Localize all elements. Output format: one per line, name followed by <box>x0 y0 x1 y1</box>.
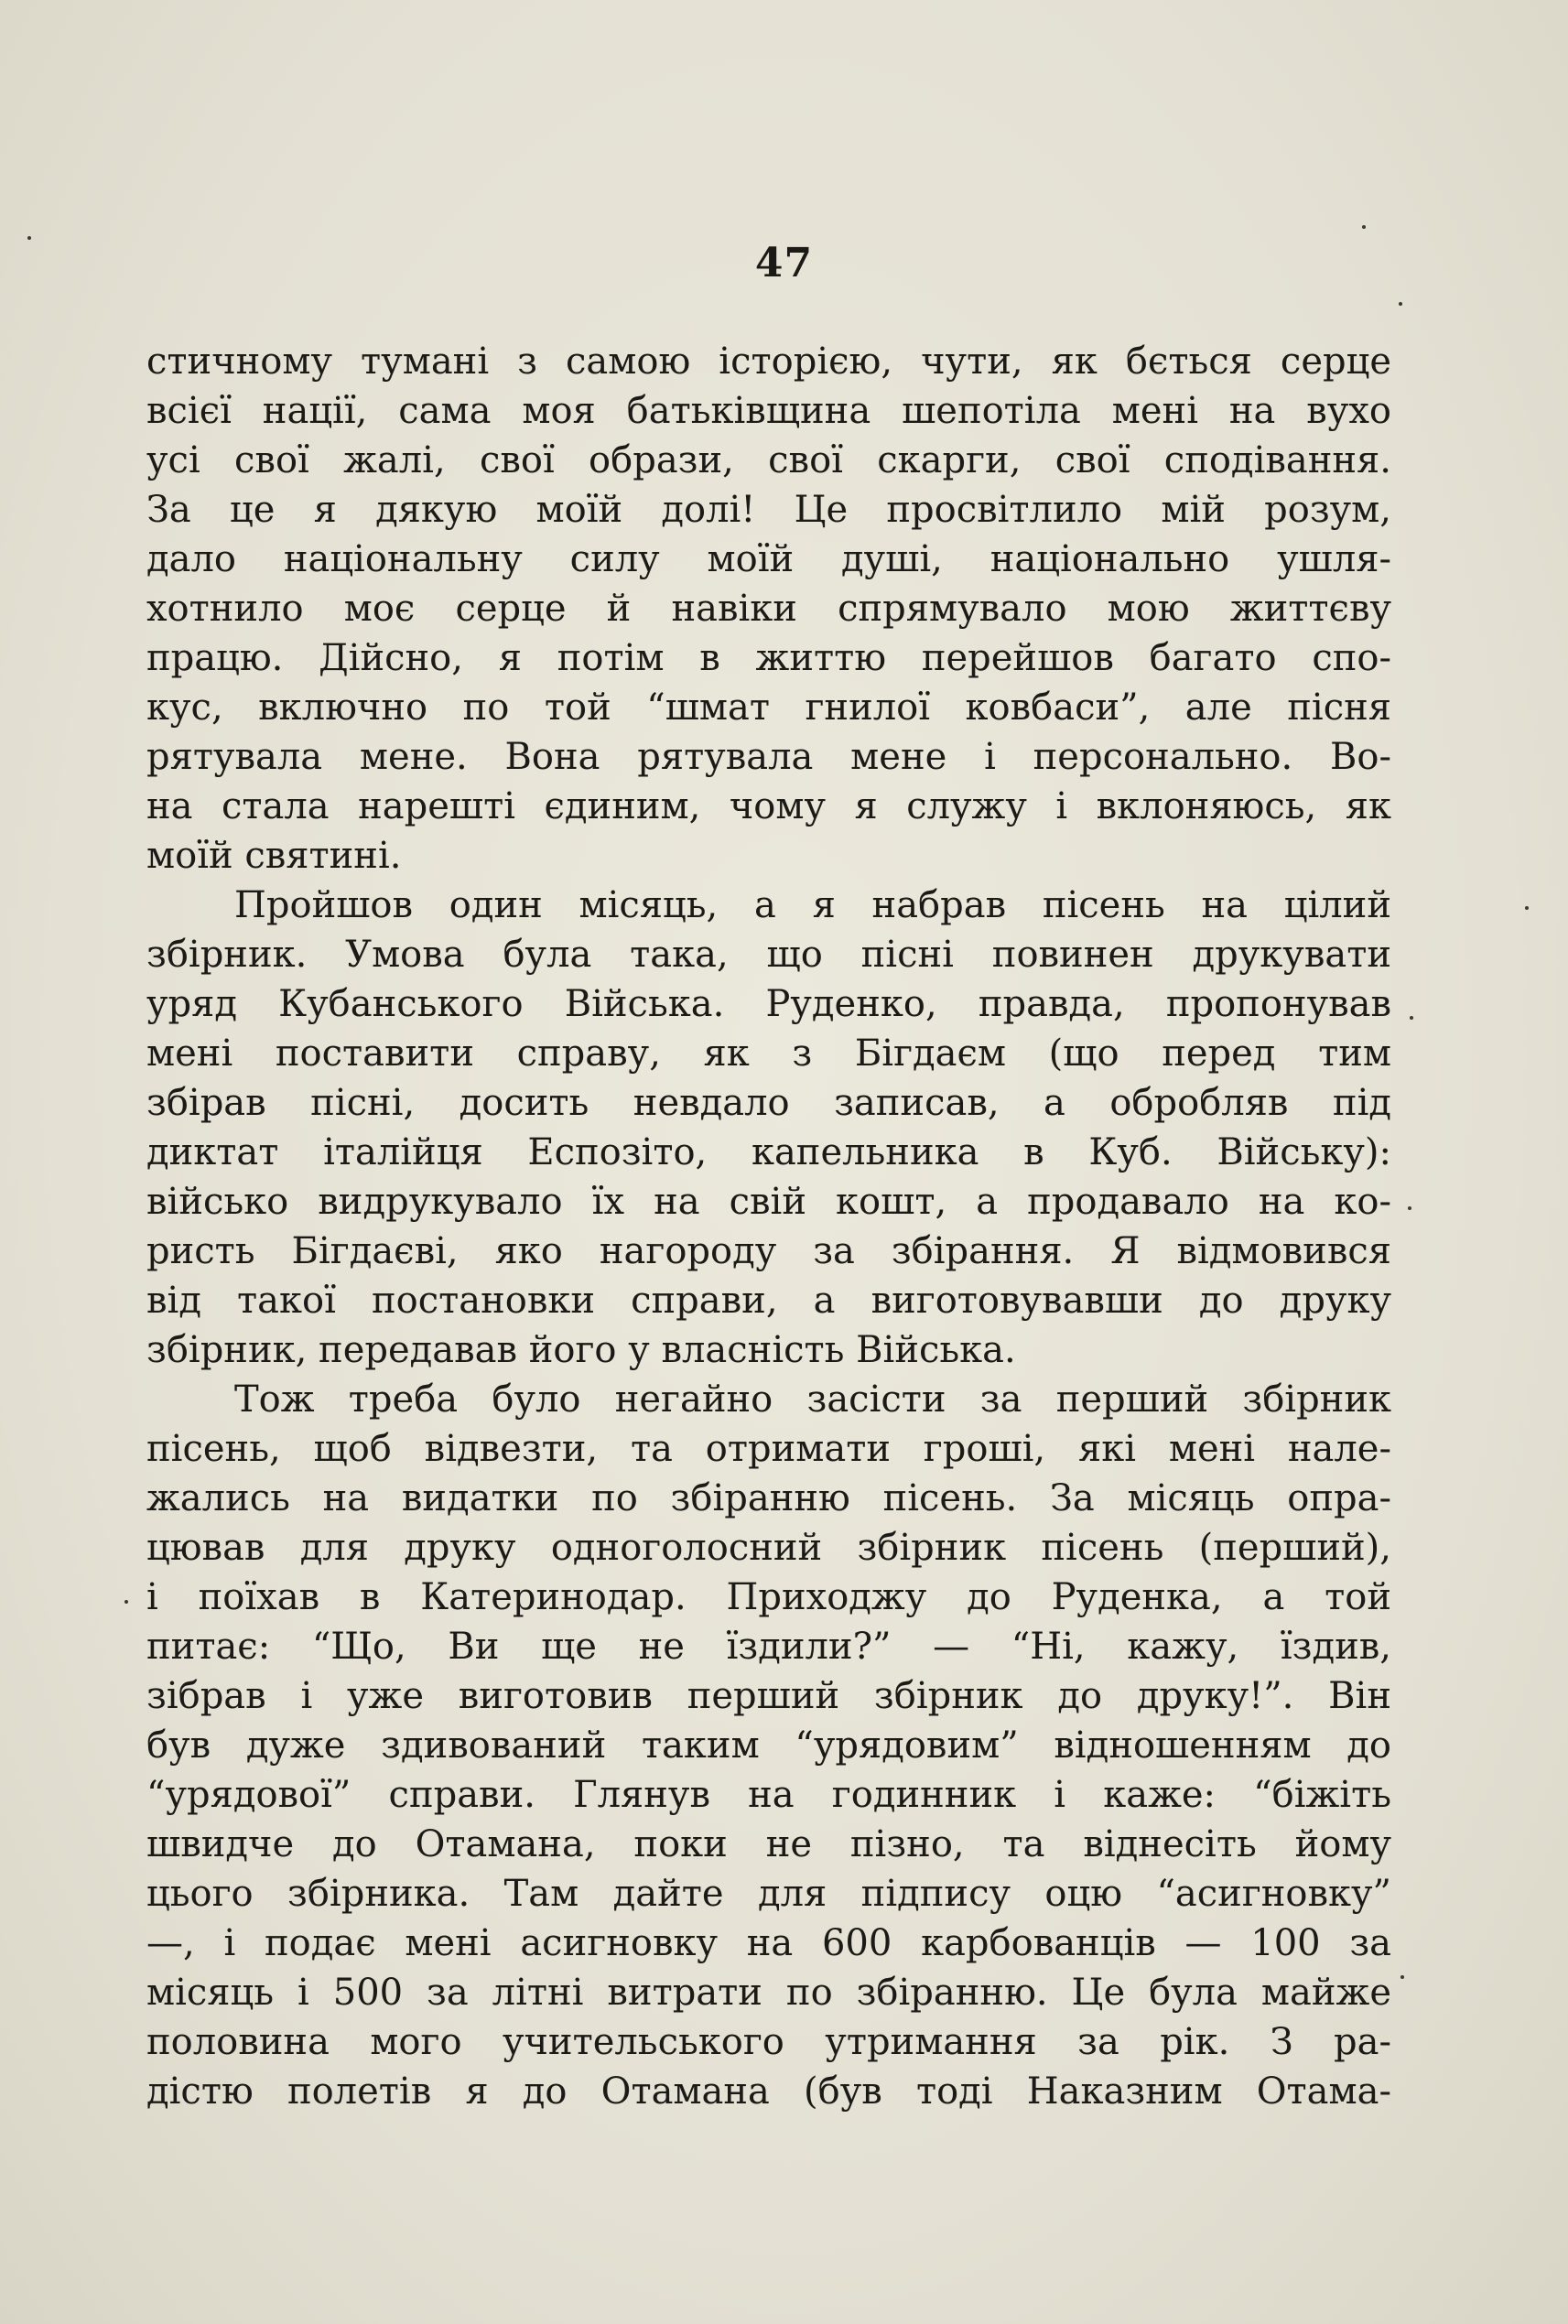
paragraph <box>146 1375 1391 2116</box>
text-line: збірник. Умова була така, що пісні повинен друкувати <box>146 934 1391 976</box>
text-line: військо видрукувало їх на свій кошт, а продавало на ко- <box>146 1181 1391 1223</box>
text-line: на стала нарешті єдиним, чому я служу і вклоняюсь, як <box>146 785 1391 827</box>
print-speck <box>1410 1016 1413 1020</box>
text-line: працю. Дійсно, я потім в життю перейшов багато спо- <box>146 637 1391 679</box>
text-line: моїй святині. <box>146 835 402 877</box>
text-line: уряд Кубанського Війська. Руденко, правда, пропонував <box>146 983 1391 1025</box>
text-line: усі свої жалі, свої образи, свої скарги, свої сподівання. <box>146 439 1391 481</box>
print-speck <box>1399 302 1402 306</box>
text-line: місяць і 500 за літні витрати по збіранню. Це була майже <box>146 1972 1391 2014</box>
text-line: ристь Бігдаєві, яко нагороду за збірання. Я відмовився <box>146 1230 1391 1272</box>
text-line: стичному тумані з самою історією, чути, як бється серце <box>146 340 1391 383</box>
text-line: кус, включно по той “шмат гнилої ковбаси”, але пісня <box>146 686 1391 729</box>
text-line: Пройшов один місяць, а я набрав пісень на цілий <box>234 884 1391 926</box>
text-line: мені поставити справу, як з Бігдаєм (що перед тим <box>146 1032 1391 1075</box>
text-line: рятувала мене. Вона рятувала мене і персонально. Во- <box>146 736 1391 778</box>
text-line: всієї нації, сама моя батьківщина шепотіла мені на вухо <box>146 390 1391 432</box>
paragraph <box>146 337 1391 881</box>
text-line: від такої постановки справи, а виготовувавши до друку <box>146 1280 1391 1322</box>
print-speck <box>1525 906 1529 910</box>
page-number: 47 <box>754 240 814 286</box>
text-line: збірник, передавав його у власність Війська. <box>146 1329 1016 1371</box>
text-line: хотнило моє серце й навіки спрямувало мою життєву <box>146 588 1391 630</box>
paragraph <box>146 881 1391 1375</box>
text-line: зібрав і уже виготовив перший збірник до друку!”. Він <box>146 1675 1391 1717</box>
text-line: питає: “Що, Ви ще не їздили?” — “Ні, кажу, їздив, <box>146 1626 1391 1668</box>
text-line: Тож треба було негайно засісти за перший збірник <box>234 1378 1391 1421</box>
text-line: був дуже здивований таким “урядовим” відношенням до <box>146 1724 1391 1767</box>
text-line: “урядової” справи. Глянув на годинник і каже: “біжіть <box>146 1774 1391 1816</box>
text-line: дістю полетів я до Отамана (був тоді Наказним Отама- <box>146 2070 1391 2113</box>
print-speck <box>1362 225 1366 229</box>
text-line: За це я дякую моїй долі! Це просвітлило мій розум, <box>146 489 1391 531</box>
text-line: дало національну силу моїй душі, національно ушля- <box>146 538 1391 580</box>
text-line: збірав пісні, досить невдало записав, а обробляв під <box>146 1082 1391 1124</box>
text-line: пісень, щоб відвезти, та отримати гроші, які мені нале- <box>146 1428 1391 1470</box>
print-speck <box>1408 1206 1411 1210</box>
text-line: цював для друку одноголосний збірник пісень (перший), <box>146 1527 1391 1569</box>
text-line: половина мого учительського утримання за рік. З ра- <box>146 2021 1391 2063</box>
text-line: жались на видатки по збіранню пісень. За місяць опра- <box>146 1477 1391 1519</box>
text-line: цього збірника. Там дайте для підпису оцю “асигновку” <box>146 1873 1391 1915</box>
text-line: диктат італійця Еспозіто, капельника в Куб. Війську): <box>146 1131 1391 1173</box>
print-speck <box>124 1600 128 1604</box>
text-line: —, і подає мені асигновку на 600 карбованців — 100 за <box>146 1922 1391 1964</box>
text-line: і поїхав в Катеринодар. Приходжу до Руденка, а той <box>146 1576 1391 1618</box>
body-text <box>146 337 1391 2116</box>
print-speck <box>1400 1975 1404 1979</box>
text-line: швидче до Отамана, поки не пізно, та віднесіть йому <box>146 1823 1391 1865</box>
